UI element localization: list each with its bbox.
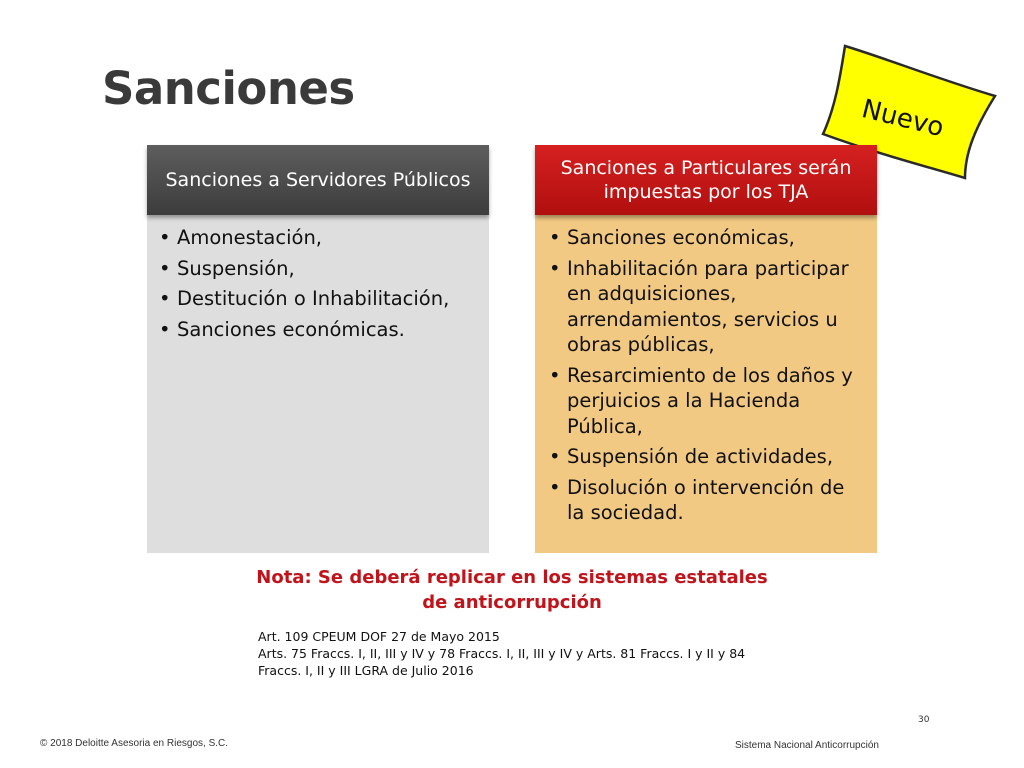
slide-title: Sanciones: [102, 62, 355, 115]
list-item: • Sanciones económicas,: [549, 225, 859, 251]
footer-system-name: Sistema Nacional Anticorrupción: [735, 740, 879, 751]
list-item: • Inhabilitación para participar en adquisiciones, arrendamientos, servicios u obras públicas,: [549, 256, 859, 358]
right-column-list: [549, 225, 859, 526]
right-column-header: Sanciones a Particulares serán impuestas por los TJA: [535, 145, 877, 215]
list-item: • Suspensión de actividades,: [549, 444, 859, 470]
list-item: • Amonestación,: [159, 225, 481, 251]
list-item: • Resarcimiento de los daños y perjuicios a la Hacienda Pública,: [549, 363, 859, 440]
right-column-panel: [535, 145, 877, 553]
left-column-list: [159, 225, 481, 342]
list-item: • Disolución o intervención de la sociedad.: [549, 475, 859, 526]
nuevo-label: Nuevo: [858, 94, 947, 144]
note-line-2: de anticorrupción: [422, 592, 602, 613]
footer-copyright: © 2018 Deloitte Asesoria en Riesgos, S.C.: [40, 738, 229, 749]
list-item: • Suspensión,: [159, 256, 481, 282]
list-item: • Sanciones económicas.: [159, 317, 481, 343]
reference-line: Arts. 75 Fraccs. I, II, III y IV y 78 Fraccs. I, II, III y IV y Arts. 81 Fraccs. I y II y 84 Fraccs. I, II y III LGRA de Julio 2016: [258, 646, 746, 678]
note-line-1: Nota: Se deberá replicar en los sistemas estatales: [256, 567, 768, 588]
left-column-header: Sanciones a Servidores Públicos: [147, 145, 489, 215]
page-number: 30: [918, 715, 930, 725]
list-item: • Destitución o Inhabilitación,: [159, 286, 481, 312]
reference-line: Art. 109 CPEUM DOF 27 de Mayo 2015: [258, 629, 500, 644]
legal-references: [258, 628, 768, 679]
left-column-panel: [147, 145, 489, 553]
note-text: [180, 565, 844, 615]
